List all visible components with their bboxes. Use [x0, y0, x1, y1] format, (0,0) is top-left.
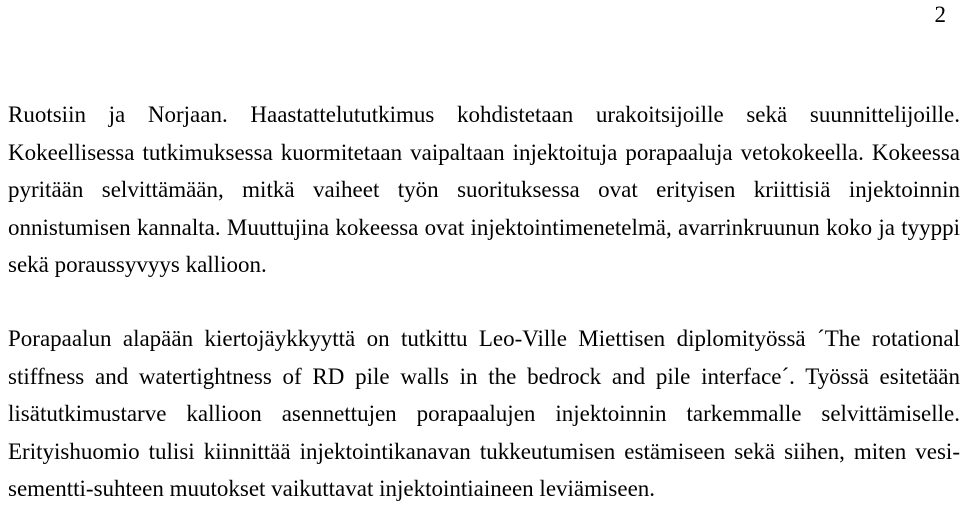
body-paragraph-2: Porapaalun alapään kiertojäykkyyttä on tutkittu Leo-Ville Miettisen diplomityössä ´The rotational stiffness and watertightness of RD pile walls in the bedrock and pile interface´. Työssä esitetään lisätutkimustarve kallioon asennettujen porapaalujen injektoinnin tarkemmalle selvittämiselle. Erityishuomio tulisi kiinnittää injektointikanavan tukkeutumisen estämiseen sekä siihen, miten vesi-sementti-suhteen muutokset vaikuttavat injektointiaineen leviämiseen.	[8, 326, 960, 501]
page-number: 2	[934, 2, 946, 27]
body-paragraph-1: Ruotsiin ja Norjaan. Haastattelututkimus kohdistetaan urakoitsijoille sekä suunnittelijoille. Kokeellisessa tutkimuksessa kuormitetaan vaipaltaan injektoituja porapaaluja vetokokeella. Kokeessa pyritään selvittämään, mitkä vaiheet työn suorituksessa ovat erityisen kriittisiä injektoinnin onnistumisen kannalta. Muuttujina kokeessa ovat injektointimenetelmä, avarrinkruunun koko ja tyyppi sekä poraussyvyys kallioon.	[8, 102, 960, 277]
